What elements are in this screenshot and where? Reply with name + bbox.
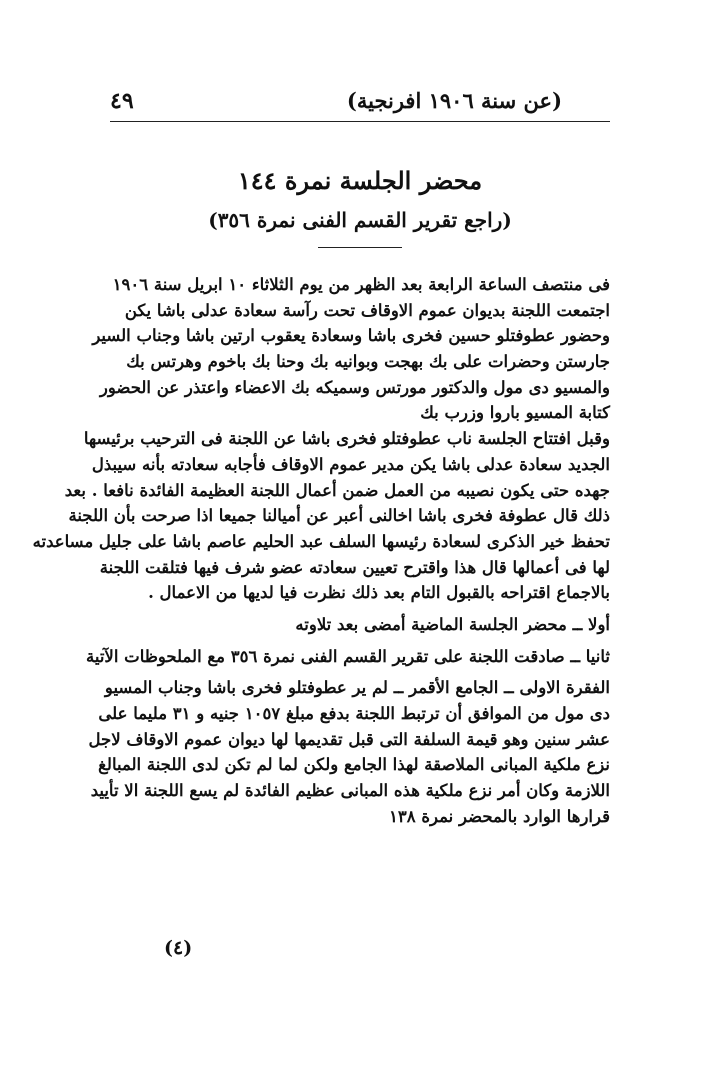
item-two: ثانيا ــ صادقت اللجنة على تقرير القسم الفنى نمرة ٣٥٦ مع الملحوظات الآتية	[86, 646, 610, 666]
text-line: الفقرة الاولى ــ الجامع الأقمر ــ لم ير عطوفتلو فخرى باشا وجناب المسيو	[104, 678, 610, 698]
text-line: وحضور عطوفتلو حسين فخرى باشا وسعادة يعقوب ارتين باشا وجناب السير	[92, 326, 610, 346]
text-line: والمسيو دى مول والدكتور مورتس وسميكه بك الاعضاء واعتذر عن الحضور	[99, 377, 610, 397]
page-number: ٤٩	[110, 88, 134, 114]
text-line: وقبل افتتاح الجلسة ناب عطوفتلو فخرى باشا عن اللجنة فى الترحيب برئيسها	[83, 429, 610, 449]
text-line: قرارها الوارد بالمحضر نمرة ١٣٨	[388, 806, 610, 826]
text-line: لها فى أعمالها قال هذا واقترح تعيين سعادته عضو شرف فيها فتلقت اللجنة	[99, 557, 610, 577]
text-line: اجتمعت اللجنة بديوان عموم الاوقاف تحت رآسة سعادة عدلى باشا يكن	[124, 300, 610, 320]
page-header	[110, 88, 610, 118]
first-clause-paragraph	[88, 675, 610, 829]
text-line: ذلك قال عطوفة فخرى باشا اخالنى أعبر عن أميالنا جميعا اذا صرحت بأن اللجنة	[68, 506, 610, 526]
text-line: فى منتصف الساعة الرابعة بعد الظهر من يوم الثلاثاء ١٠ ابريل سنة ١٩٠٦	[112, 275, 610, 294]
session-title: محضر الجلسة نمرة ١٤٤	[237, 166, 483, 195]
text-line: كتابة المسيو باروا وزرب بك	[420, 403, 610, 423]
running-title: (عن سنة ١٩٠٦ افرنجية)	[346, 88, 562, 113]
text-line: نزع ملكية المبانى الملاصقة لهذا الجامع ولكن لما لم تكن لدى اللجنة المبالغ	[98, 755, 610, 775]
title-divider	[318, 247, 402, 248]
text-line: اللازمة وكان أمر نزع ملكية هذه المبانى عظيم الفائدة لم يسع اللجنة الا تأييد	[90, 781, 610, 801]
text-line: عشر سنين وهو قيمة السلفة التى قبل تقديمها لها ديوان عموم الاوقاف لاجل	[88, 729, 610, 749]
text-line: بالاجماع اقتراحه بالقبول التام بعد ذلك نظرت فيا لديها من الاعمال .	[148, 583, 610, 603]
signature-mark: (٤)	[164, 937, 193, 959]
text-line: الجديد سعادة عدلى باشا يكن مدير عموم الاوقاف فأجابه سعادته بأنه سيبذل	[91, 454, 610, 474]
minutes-body	[32, 272, 610, 829]
text-line: تحفظ خير الذكرى لسعادة رئيسها السلف عبد الحليم عاصم باشا على جليل مساعدته	[32, 531, 610, 551]
item-one: أولا ــ محضر الجلسة الماضية أمضى بعد تلاوته	[295, 614, 610, 634]
header-rule	[110, 121, 610, 122]
session-subtitle: (راجع تقرير القسم الفنى نمرة ٣٥٦)	[208, 208, 512, 232]
text-line: جارستن وحضرات على بك بهجت وبوانيه بك وحنا بك باخوم وهرتس بك	[126, 352, 610, 372]
opening-paragraph	[92, 272, 610, 426]
text-line: دى مول من الموافق أن ترتبط اللجنة بدفع مبلغ ١٠٥٧ جنيه و ٣١ مليما على	[98, 704, 610, 723]
opening-speech-paragraph	[32, 426, 610, 606]
text-line: جهده حتى يكون نصيبه من العمل ضمن أعمال اللجنة العظيمة الفائدة نافعا . بعد	[64, 480, 610, 500]
